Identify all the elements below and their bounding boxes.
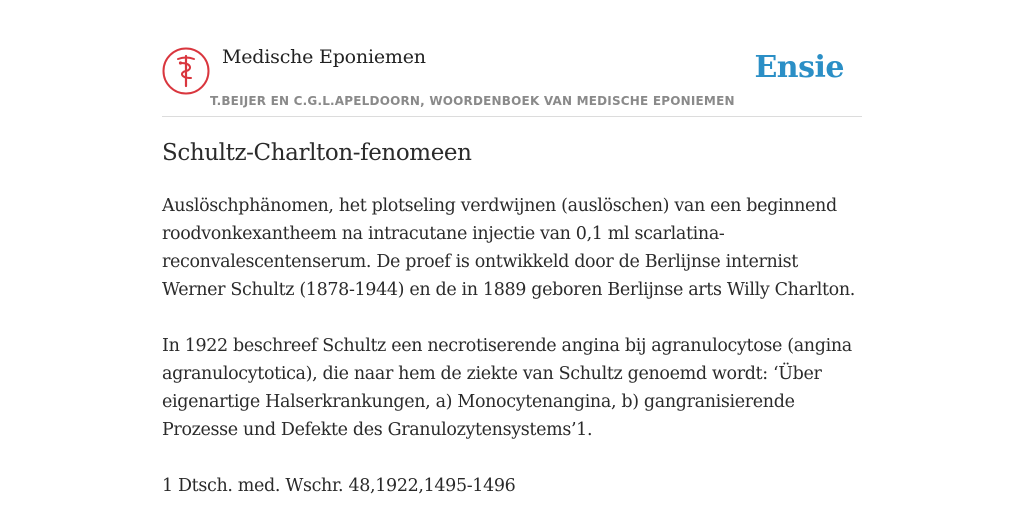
paragraph — [162, 332, 862, 444]
book-title[interactable]: Medische Eponiemen — [222, 46, 426, 68]
text-line: Prozesse und Defekte des Granulozytensystems’1. — [162, 420, 593, 440]
text-line: eigenartige Halserkrankungen, a) Monocytenangina, b) gangranisierende — [162, 392, 795, 412]
entry-title: Schultz-Charlton-fenomeen — [162, 140, 472, 166]
footnote — [162, 472, 862, 500]
text-line: reconvalescentenserum. De proef is ontwikkeld door de Berlijnse internist — [162, 252, 798, 272]
text-line: agranulocytotica), die naar hem de ziekte van Schultz genoemd wordt: ‘Über — [162, 364, 822, 384]
text-line: Auslöschphänomen, het plotseling verdwijnen (auslöschen) van een beginnend — [162, 196, 837, 216]
text-line: roodvonkexantheem na intracutane injectie van 0,1 ml scarlatina- — [162, 224, 725, 244]
paragraph — [162, 192, 862, 304]
text-line: Werner Schultz (1878-1944) en de in 1889 geboren Berlijnse arts Willy Charlton. — [162, 280, 855, 300]
entry-body — [162, 192, 862, 512]
text-line: 1 Dtsch. med. Wschr. 48,1922,1495-1496 — [162, 476, 516, 496]
caduceus-icon[interactable] — [162, 47, 210, 95]
text-line: In 1922 beschreef Schultz een necrotiserende angina bij agranulocytose (angina — [162, 336, 852, 356]
book-subtitle: T.BEIJER EN C.G.L.APELDOORN, WOORDENBOEK VAN MEDISCHE EPONIEMEN — [210, 94, 735, 108]
brand-logo[interactable]: Ensie — [754, 50, 844, 85]
header — [162, 44, 862, 117]
